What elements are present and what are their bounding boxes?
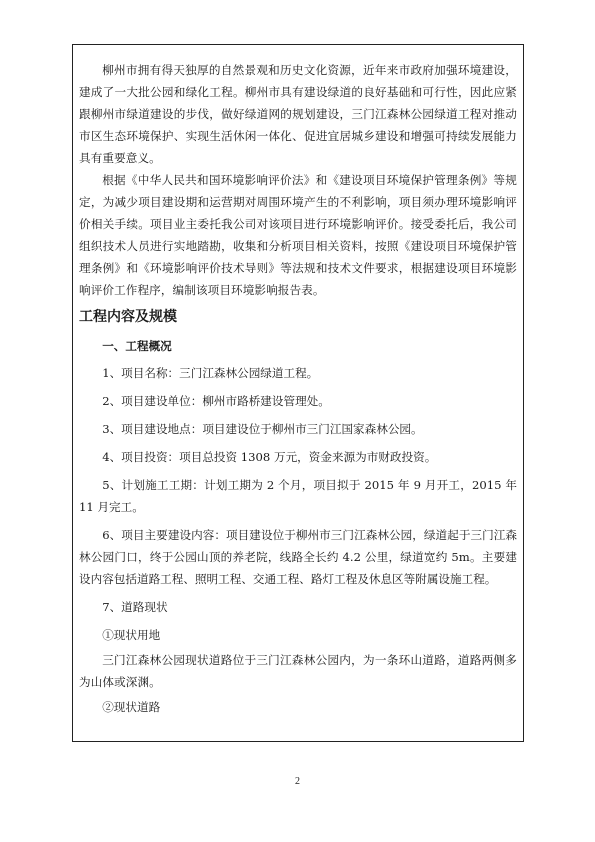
list-item: 3、项目建设地点：项目建设位于柳州市三门江国家森林公园。 bbox=[102, 422, 423, 436]
document-body bbox=[79, 59, 517, 721]
list-item: 4、项目投资：项目总投资 1308 万元，资金来源为市财政投资。 bbox=[102, 450, 437, 464]
intro-paragraph-1: 柳州市拥有得天独厚的自然景观和历史文化资源，近年来市政府加强环境建设，建成了一大批公园和绿化工程。柳州市具有建设绿道的良好基础和可行性，因此应紧跟柳州市绿道建设的步伐，做好绿道网的规划建设，三门江森林公园绿道工程对推动市区生态环境保护、实现生活休闲一体化、促进宜居城乡建设和增强可持续发展能力具有重要意义。 bbox=[79, 63, 517, 165]
list-item: ①现状用地 bbox=[102, 628, 161, 642]
land-description: 三门江森林公园现状道路位于三门江森林公园内，为一条环山道路，道路两侧多为山体或深渊。 bbox=[79, 653, 517, 689]
section-title: 工程内容及规模 bbox=[79, 309, 177, 325]
list-item: 1、项目名称：三门江森林公园绿道工程。 bbox=[102, 366, 319, 380]
content-table-frame bbox=[72, 44, 524, 742]
page-number: 2 bbox=[295, 776, 300, 787]
section-subtitle: 一、工程概况 bbox=[102, 339, 172, 353]
list-item: 2、项目建设单位：柳州市路桥建设管理处。 bbox=[102, 394, 330, 408]
intro-paragraph-2: 根据《中华人民共和国环境影响评价法》和《建设项目环境保护管理条例》等规定，为减少项目建设期和运营期对周围环境产生的不利影响，项目须办理环境影响评价相关手续。项目业主委托我公司对该项目进行环境影响评价。接受委托后，我公司组织技术人员进行实地踏勘，收集和分析项目相关资料，按照《建设项目环境保护管理条例》和《环境影响评价技术导则》等法规和技术文件要求，根据建设项目环境影响评价工作程序，编制该项目环境影响报告表。 bbox=[79, 173, 517, 297]
list-item: 5、计划施工工期：计划工期为 2 个月，项目拟于 2015 年 9 月开工，2015 年 11 月完工。 bbox=[79, 478, 517, 514]
list-item: 7、道路现状 bbox=[102, 600, 168, 614]
list-item: 6、项目主要建设内容：项目建设位于柳州市三门江森林公园，绿道起于三门江森林公园门口，终于公园山顶的养老院，线路全长约 4.2 公里，绿道宽约 5m。主要建设内容包括道路工程、照明工程、交通工程、路灯工程及休息区等附属设施工程。 bbox=[79, 528, 517, 586]
list-item: ②现状道路 bbox=[102, 700, 161, 714]
